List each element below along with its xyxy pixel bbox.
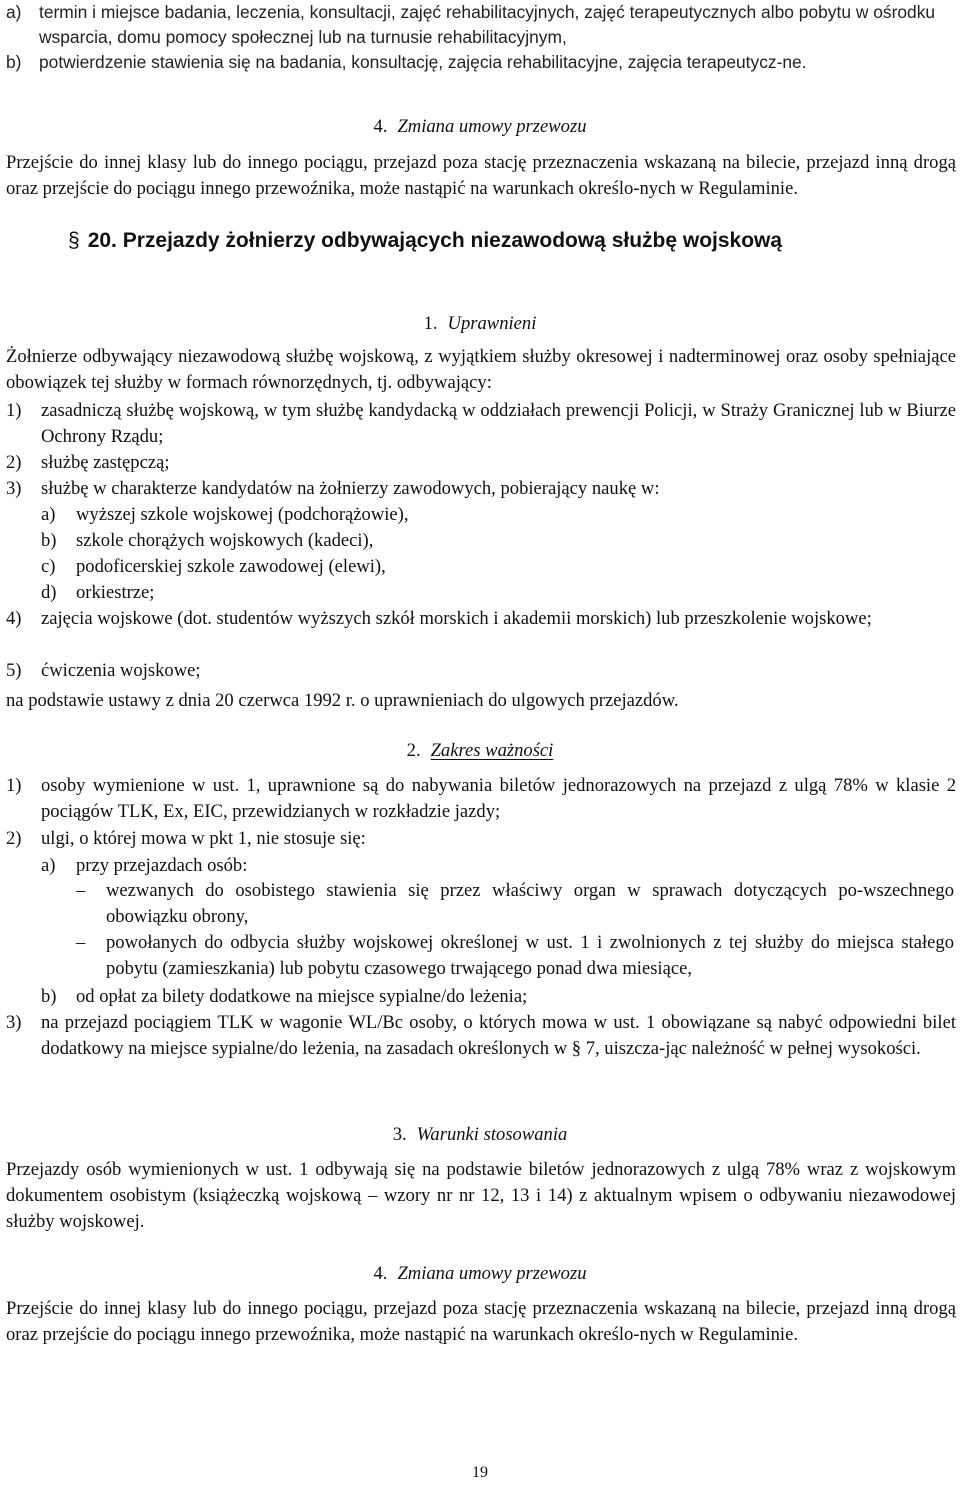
dash-text: powołanych do odbycia służby wojskowej określonej w ust. 1 i zwolnionych z tej służby do miejsca stałego pobytu (zamieszkania) lub pobytu czasowego trwającego ponad dwa miesiące,	[106, 932, 954, 979]
list-item-a	[6, 0, 956, 52]
heading-scope	[0, 738, 960, 764]
paragraph-sign: §	[68, 229, 80, 252]
page-number: 19	[472, 1464, 488, 1481]
heading-number: 3.	[392, 1124, 407, 1145]
list-label: 3)	[6, 478, 22, 499]
list-text: wyższej szkole wojskowej (podchorążowie),	[76, 504, 409, 525]
list-text: orkiestrze;	[76, 582, 155, 603]
heading-title: Zakres ważności	[430, 740, 554, 761]
heading-entitled	[0, 311, 960, 337]
paragraph-entitled-intro: Żołnierze odbywający niezawodową służbę wojskową, z wyjątkiem służby okresowej i nadterminowej oraz osoby spełniające obowiązek tej służby w formach równorzędnych, tj. odbywający:	[6, 346, 956, 393]
list-text: podoficerskiej szkole zawodowej (elewi),	[76, 556, 386, 577]
list-text: zasadniczą służbę wojskową, w tym służbę kandydacką w oddziałach prewencji Policji, w Straży Granicznej lub w Biurze Ochrony Rządu;	[41, 400, 956, 447]
list-label: c)	[41, 556, 56, 577]
list-text: szkole chorążych wojskowych (kadeci),	[76, 530, 374, 551]
list-text: ulgi, o której mowa w pkt 1, nie stosuje się:	[41, 828, 366, 849]
list-label: b)	[6, 52, 22, 72]
list-text: ćwiczenia wojskowe;	[41, 660, 201, 681]
paragraph-legal-basis: na podstawie ustawy z dnia 20 czerwca 1992 r. o uprawnieniach do ulgowych przejazdów.	[6, 690, 679, 711]
list-text: służbę zastępczą;	[41, 452, 170, 473]
list-label: 2)	[6, 828, 22, 849]
list-label: 2)	[6, 452, 22, 473]
paragraph-change-contract: Przejście do innej klasy lub do innego pociągu, przejazd poza stację przeznaczenia wskazaną na bilecie, przejazd inną drogą oraz przejście do pociągu innego przewoźnika, może nastąpić na warunkach określo-nych w Regulaminie.	[6, 152, 956, 199]
list-label: 3)	[6, 1012, 22, 1033]
list-label: a)	[6, 2, 22, 22]
list-text: przy przejazdach osób:	[76, 855, 248, 876]
dash-bullet: –	[76, 880, 86, 901]
list-label: d)	[41, 582, 57, 603]
list-label: 4)	[6, 608, 22, 629]
list-label: b)	[41, 530, 57, 551]
heading-number: 4.	[373, 116, 388, 137]
heading-change-contract	[0, 114, 960, 140]
heading-title: Zmiana umowy przewozu	[397, 1263, 587, 1284]
heading-number: 4.	[373, 1263, 388, 1284]
dash-bullet: –	[76, 932, 86, 953]
paragraph-change-contract-2: Przejście do innej klasy lub do innego pociągu, przejazd poza stację przeznaczenia wskazaną na bilecie, przejazd inną drogą oraz przejście do pociągu innego przewoźnika, może nastąpić na warunkach określo-nych w Regulaminie.	[6, 1298, 956, 1345]
list-label: a)	[41, 504, 56, 525]
heading-title: Zmiana umowy przewozu	[397, 116, 587, 137]
heading-number: 1.	[423, 313, 438, 334]
list-label: 1)	[6, 775, 22, 796]
list-text: potwierdzenie stawienia się na badania, konsultację, zajęcia rehabilitacyjne, zajęcia terapeutycz-ne.	[39, 52, 807, 72]
heading-conditions	[0, 1122, 960, 1148]
list-text: zajęcia wojskowe (dot. studentów wyższych szkół morskich i akademii morskich) lub przeszkolenie wojskowe;	[41, 608, 872, 629]
list-label: 1)	[6, 400, 22, 421]
list-label: a)	[41, 855, 56, 876]
list-text: termin i miejsce badania, leczenia, konsultacji, zajęć rehabilitacyjnych, zajęć terapeutycznych albo pobytu w ośrodku wsparcia, domu pomocy społecznej lub na turnusie rehabilitacyjnym,	[39, 2, 936, 47]
section-title: 20. Przejazdy żołnierzy odbywających niezawodową służbę wojskową	[87, 229, 783, 252]
list-text: od opłat za bilety dodatkowe na miejsce sypialne/do leżenia;	[76, 986, 528, 1007]
list-label: 5)	[6, 660, 22, 681]
list-text: na przejazd pociągiem TLK w wagonie WL/Bc osoby, o których mowa w ust. 1 obowiązane są nabyć odpowiedni bilet dodatkowy na miejsce sypialne/do leżenia, na zasadach określonych w § 7, uiszcza-jąc należność w pełnej wysokości.	[41, 1012, 956, 1059]
list-text: służbę w charakterze kandydatów na żołnierzy zawodowych, pobierający naukę w:	[41, 478, 660, 499]
paragraph-conditions: Przejazdy osób wymienionych w ust. 1 odbywają się na podstawie biletów jednorazowych z ulgą 78% wraz z wojskowym dokumentem osobistym (książeczką wojskową – wzory nr nr 12, 13 i 14) z aktualnym wpisem o odbywaniu niezawodowej służby wojskowej.	[6, 1159, 956, 1232]
dash-text: wezwanych do osobistego stawienia się przez właściwy organ w sprawach dotyczących po-wszechnego obowiązku obrony,	[106, 880, 954, 927]
list-label: b)	[41, 986, 57, 1007]
list-text: osoby wymienione w ust. 1, uprawnione są do nabywania biletów jednorazowych na przejazd z ulgą 78% w klasie 2 pociągów TLK, Ex, EIC, przewidzianych w rozkładzie jazdy;	[41, 775, 956, 822]
heading-title: Warunki stosowania	[416, 1124, 568, 1145]
heading-title: Uprawnieni	[447, 313, 537, 334]
section-heading	[68, 228, 782, 254]
heading-change-contract-2	[0, 1261, 960, 1287]
heading-number: 2.	[406, 740, 421, 761]
list-item-b	[6, 50, 956, 102]
